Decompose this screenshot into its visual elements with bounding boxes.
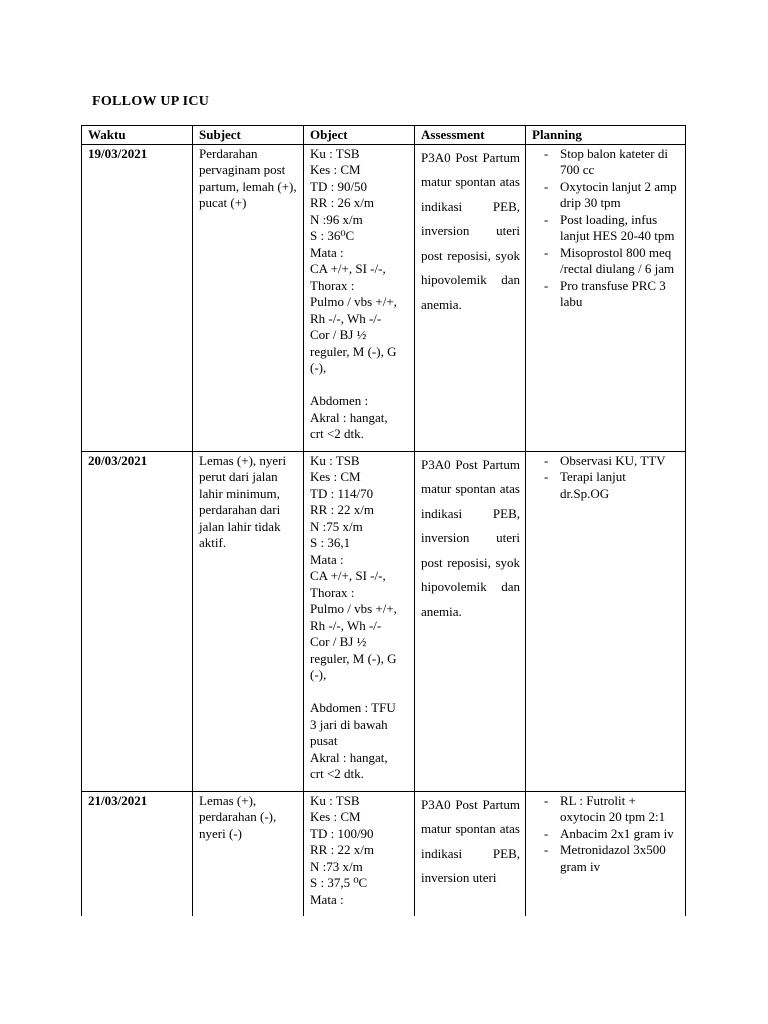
object-line: N :96 x/m (310, 211, 363, 227)
cell-planning (526, 451, 686, 791)
object-line: crt <2 dtk. (310, 766, 364, 781)
cell-subject: Lemas (+), nyeri perut dari jalan lahir minimum, perdarahan dari jalan lahir tidak aktif. (193, 451, 304, 791)
planning-list (532, 453, 680, 503)
object-line: Kes : CM (310, 469, 361, 484)
object-line: TD : 114/70 (310, 485, 374, 501)
cell-planning (526, 791, 686, 916)
object-blank-line (310, 684, 409, 701)
table-row (82, 791, 686, 916)
object-line: TD : 100/90 (310, 825, 374, 841)
cell-object (304, 451, 415, 791)
page-title: FOLLOW UP ICU (92, 94, 210, 109)
object-line: crt <2 dtk. (310, 426, 364, 441)
object-line: Pulmo / vbs +/+, (310, 294, 397, 309)
planning-item: - Terapi lanjut dr.Sp.OG (532, 469, 680, 502)
cell-subject: Lemas (+), perdarahan (-), nyeri (-) (193, 791, 304, 916)
table-clip (81, 125, 687, 916)
object-line: CA +/+, SI -/-, (310, 568, 386, 583)
cell-planning (526, 144, 686, 451)
table-body (82, 144, 686, 916)
planning-list (532, 793, 680, 876)
object-line: 3 jari di bawah (310, 716, 388, 732)
cell-object (304, 144, 415, 451)
object-line: Abdomen : TFU (310, 700, 396, 715)
object-line: Cor / BJ ½ (310, 327, 367, 342)
planning-item: - Post loading, infus lanjut HES 20-40 tpm (532, 212, 680, 245)
planning-item: - RL : Futrolit + oxytocin 20 tpm 2:1 (532, 793, 680, 826)
follow-up-table (81, 125, 686, 916)
object-line: S : 36⁰C (310, 228, 355, 243)
object-line: RR : 22 x/m (310, 842, 374, 857)
object-line: Thorax : (310, 584, 355, 600)
cell-assessment: P3A0 Post Partum matur spontan atas indikasi PEB, inversion uteri post reposisi, syok hipovolemik dan anemia. (415, 144, 526, 451)
header-planning: Planning (526, 126, 686, 145)
planning-list (532, 146, 680, 311)
header-subject: Subject (193, 126, 304, 145)
object-line: Akral : hangat, (310, 749, 388, 765)
object-line: RR : 26 x/m (310, 195, 374, 210)
object-line: CA +/+, SI -/-, (310, 261, 386, 276)
header-waktu: Waktu (82, 126, 193, 145)
cell-assessment: P3A0 Post Partum matur spontan atas indikasi PEB, inversion uteri post reposisi, syok hipovolemik dan anemia. (415, 451, 526, 791)
object-line: reguler, M (-), G (310, 343, 397, 359)
object-line: Cor / BJ ½ (310, 634, 367, 649)
table-row (82, 144, 686, 451)
planning-item: - Oxytocin lanjut 2 amp drip 30 tpm (532, 179, 680, 212)
object-line: RR : 22 x/m (310, 502, 374, 517)
object-line: N :73 x/m (310, 858, 363, 874)
object-line: Pulmo / vbs +/+, (310, 601, 397, 616)
cell-date: 19/03/2021 (82, 144, 193, 451)
object-line: Kes : CM (310, 162, 361, 177)
object-line: pusat (310, 733, 338, 748)
header-assessment: Assessment (415, 126, 526, 145)
cell-assessment: P3A0 Post Partum matur spontan atas indikasi PEB, inversion uteri (415, 791, 526, 916)
table-row (82, 451, 686, 791)
object-line: (-), (310, 667, 327, 682)
cell-object (304, 791, 415, 916)
object-blank-line (310, 377, 409, 394)
object-line: Kes : CM (310, 809, 361, 824)
object-line: Akral : hangat, (310, 409, 388, 425)
table-header-row (82, 126, 686, 145)
planning-item: - Misoprostol 800 meq /rectal diulang / 6 jam (532, 245, 680, 278)
planning-item: - Stop balon kateter di 700 cc (532, 146, 680, 179)
object-line: Ku : TSB (310, 145, 360, 161)
object-line: Rh -/-, Wh -/- (310, 617, 382, 633)
object-line: Thorax : (310, 277, 355, 293)
object-line: reguler, M (-), G (310, 650, 397, 666)
object-line: S : 36,1 (310, 535, 351, 550)
cell-date: 20/03/2021 (82, 451, 193, 791)
object-line: Mata : (310, 551, 344, 567)
object-line: Ku : TSB (310, 452, 360, 468)
planning-item: - Pro transfuse PRC 3 labu (532, 278, 680, 311)
planning-item: - Anbacim 2x1 gram iv (532, 826, 680, 843)
planning-item: - Metronidazol 3x500 gram iv (532, 842, 680, 875)
object-line: Mata : (310, 891, 344, 907)
cell-subject: Perdarahan pervaginam post partum, lemah (+), pucat (+) (193, 144, 304, 451)
planning-item: - Observasi KU, TTV (532, 453, 680, 470)
object-line: TD : 90/50 (310, 178, 368, 194)
object-line: Mata : (310, 244, 344, 260)
object-line: (-), (310, 360, 327, 375)
header-object: Object (304, 126, 415, 145)
object-line: Abdomen : (310, 393, 369, 408)
object-line: Rh -/-, Wh -/- (310, 310, 382, 326)
object-line: S : 37,5 ⁰C (310, 875, 368, 890)
object-line: Ku : TSB (310, 792, 360, 808)
cell-date: 21/03/2021 (82, 791, 193, 916)
object-line: N :75 x/m (310, 518, 363, 534)
